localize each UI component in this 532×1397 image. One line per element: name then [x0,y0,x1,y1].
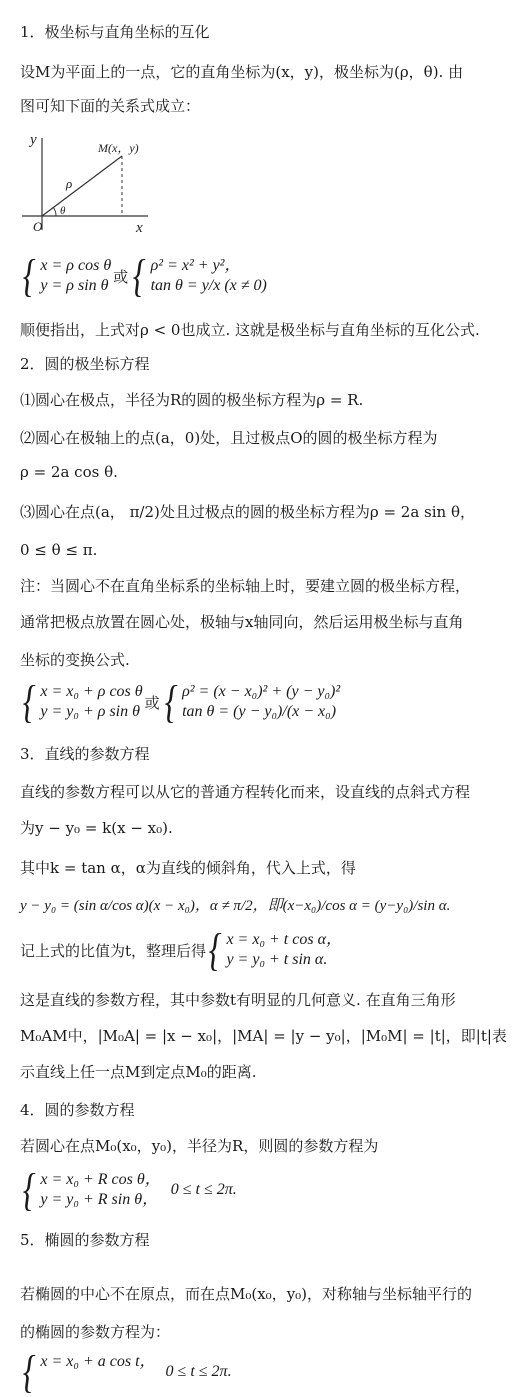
s1-eq-rho: ρ² = x² + y²， [150,257,241,274]
s3-para-3: 其中k = tan α，α为直线的倾斜角，代入上式，得 [20,859,356,877]
section-1-heading: 1．极坐标与直角坐标的互化 [20,23,210,41]
s2-note-line-3: 坐标的变换公式. [20,651,130,669]
s2-note-line-2: 通常把极点放置在圆心处，极轴与x轴同向，然后运用极坐标与直角 [20,613,464,631]
s2-case-2-line-2: ρ = 2a cos θ. [20,463,118,481]
section-3-heading: 3．直线的参数方程 [20,745,150,763]
section-5-heading: 5．椭圆的参数方程 [20,1231,150,1249]
s1-intro-line-1: 设M为平面上的一点，它的直角坐标为(x，y)，极坐标为(ρ，θ). 由 [20,63,464,81]
s2-transform-system: { x = x₀ + ρ cos θ y = y₀ + ρ sin θ 或 { ρ² = (x − x₀)² + (y − y₀)² tan θ = (y − y₀)/(x − x₀) [22,676,341,727]
s4-para-1: 若圆心在点M₀(x₀，y₀)，半径为R，则圆的参数方程为 [20,1137,379,1155]
s2-note-line-1: 注：当圆心不在直角坐标系的坐标轴上时，要建立圆的极坐标方程， [20,577,471,595]
s2-case-1: ⑴圆心在极点，半径为R的圆的极坐标方程为ρ = R. [20,391,364,409]
s1-or: 或 [113,267,129,286]
section-2-heading: 2．圆的极坐标方程 [20,355,150,373]
s2-eq-y: y = y₀ + ρ sin θ [40,703,140,720]
s5-ellipse-system: { x = x₀ + a cos t， 0 ≤ t ≤ 2π. [22,1346,232,1397]
s1-note: 顺便指出，上式对ρ < 0也成立. 这就是极坐标与直角坐标的互化公式. [20,321,480,339]
s3-para-4: y − y₀ = (sin α/cos α)(x − x₀)，α ≠ π/2，即(x−x₀)/cos α = (y−y₀)/sin α. [20,898,451,914]
s4-range: 0 ≤ t ≤ 2π. [170,1181,237,1198]
x-axis-label: x [136,220,143,236]
s4-eq-x: x = x₀ + R cos θ， [40,1171,161,1188]
s1-eq-y: y = ρ sin θ [40,277,109,294]
s3-para-1: 直线的参数方程可以从它的普通方程转化而来，设直线的点斜式方程 [20,783,471,801]
s1-eq-tan: tan θ = y/x (x ≠ 0) [150,277,267,294]
point-m-label: M(x，y) [98,141,139,155]
s5-range: 0 ≤ t ≤ 2π. [165,1363,232,1380]
s4-eq-y: y = y₀ + R sin θ， [40,1191,159,1208]
section-4-heading: 4．圆的参数方程 [20,1101,135,1119]
s3-parametric-system: 记上式的比值为t，整理后得 { x = x₀ + t cos α， y = y₀ + t sin α. [20,924,342,975]
s5-para-2: 的椭圆的参数方程为： [20,1323,171,1341]
s2-case-3-line-2: 0 ≤ θ ≤ π. [20,541,98,559]
s1-eq-x: x = ρ cos θ [40,257,112,274]
polar-coordinate-figure [18,130,158,240]
s3-para-6: 这是直线的参数方程，其中参数t有明显的几何意义. 在直角三角形 [20,991,456,1009]
origin-label: O [33,219,43,234]
s3-eq-y: y = y₀ + t sin α. [226,951,328,968]
s1-intro-line-2: 图可知下面的关系式成立： [20,97,201,115]
s5-para-1: 若椭圆的中心不在原点，而在点M₀(x₀，y₀)，对称轴与坐标轴平行的 [20,1285,473,1303]
s2-case-2-line-1: ⑵圆心在极轴上的点(a，0)处，且过极点O的圆的极坐标方程为 [20,429,438,447]
y-axis-label: y [30,132,37,148]
rho-label: ρ [66,176,73,191]
s3-para-7: M₀AM中，|M₀A| = |x − x₀|，|MA| = |y − y₀|，|M₀M| = |t|，即|t|表 [20,1027,507,1045]
s3-para-8: 示直线上任一点M到定点M₀的距离. [20,1063,257,1081]
s2-case-3-line-1: ⑶圆心在点(a， π/2)处且过极点的圆的极坐标方程为ρ = 2a sin θ， [20,503,476,521]
s2-or: 或 [144,693,160,712]
s4-circle-system: { x = x₀ + R cos θ， y = y₀ + R sin θ， 0 ≤ t ≤ 2π. [22,1164,237,1215]
s3-para-2: 为y − y₀ = k(x − x₀). [20,819,173,837]
s1-conversion-system: { x = ρ cos θ y = ρ sin θ 或 { ρ² = x² + y²， tan θ = y/x (x ≠ 0) [22,250,267,301]
s2-eq-rho: ρ² = (x − x₀)² + (y − y₀)² [182,683,341,700]
theta-label: θ [60,205,66,217]
s2-eq-x: x = x₀ + ρ cos θ [40,683,143,700]
s5-eq-x: x = x₀ + a cos t， [40,1353,156,1370]
s2-eq-tan: tan θ = (y − y₀)/(x − x₀) [182,703,337,720]
s3-eq-x: x = x₀ + t cos α， [226,931,342,948]
s3-para-5: 记上式的比值为t，整理后得 [20,941,207,960]
